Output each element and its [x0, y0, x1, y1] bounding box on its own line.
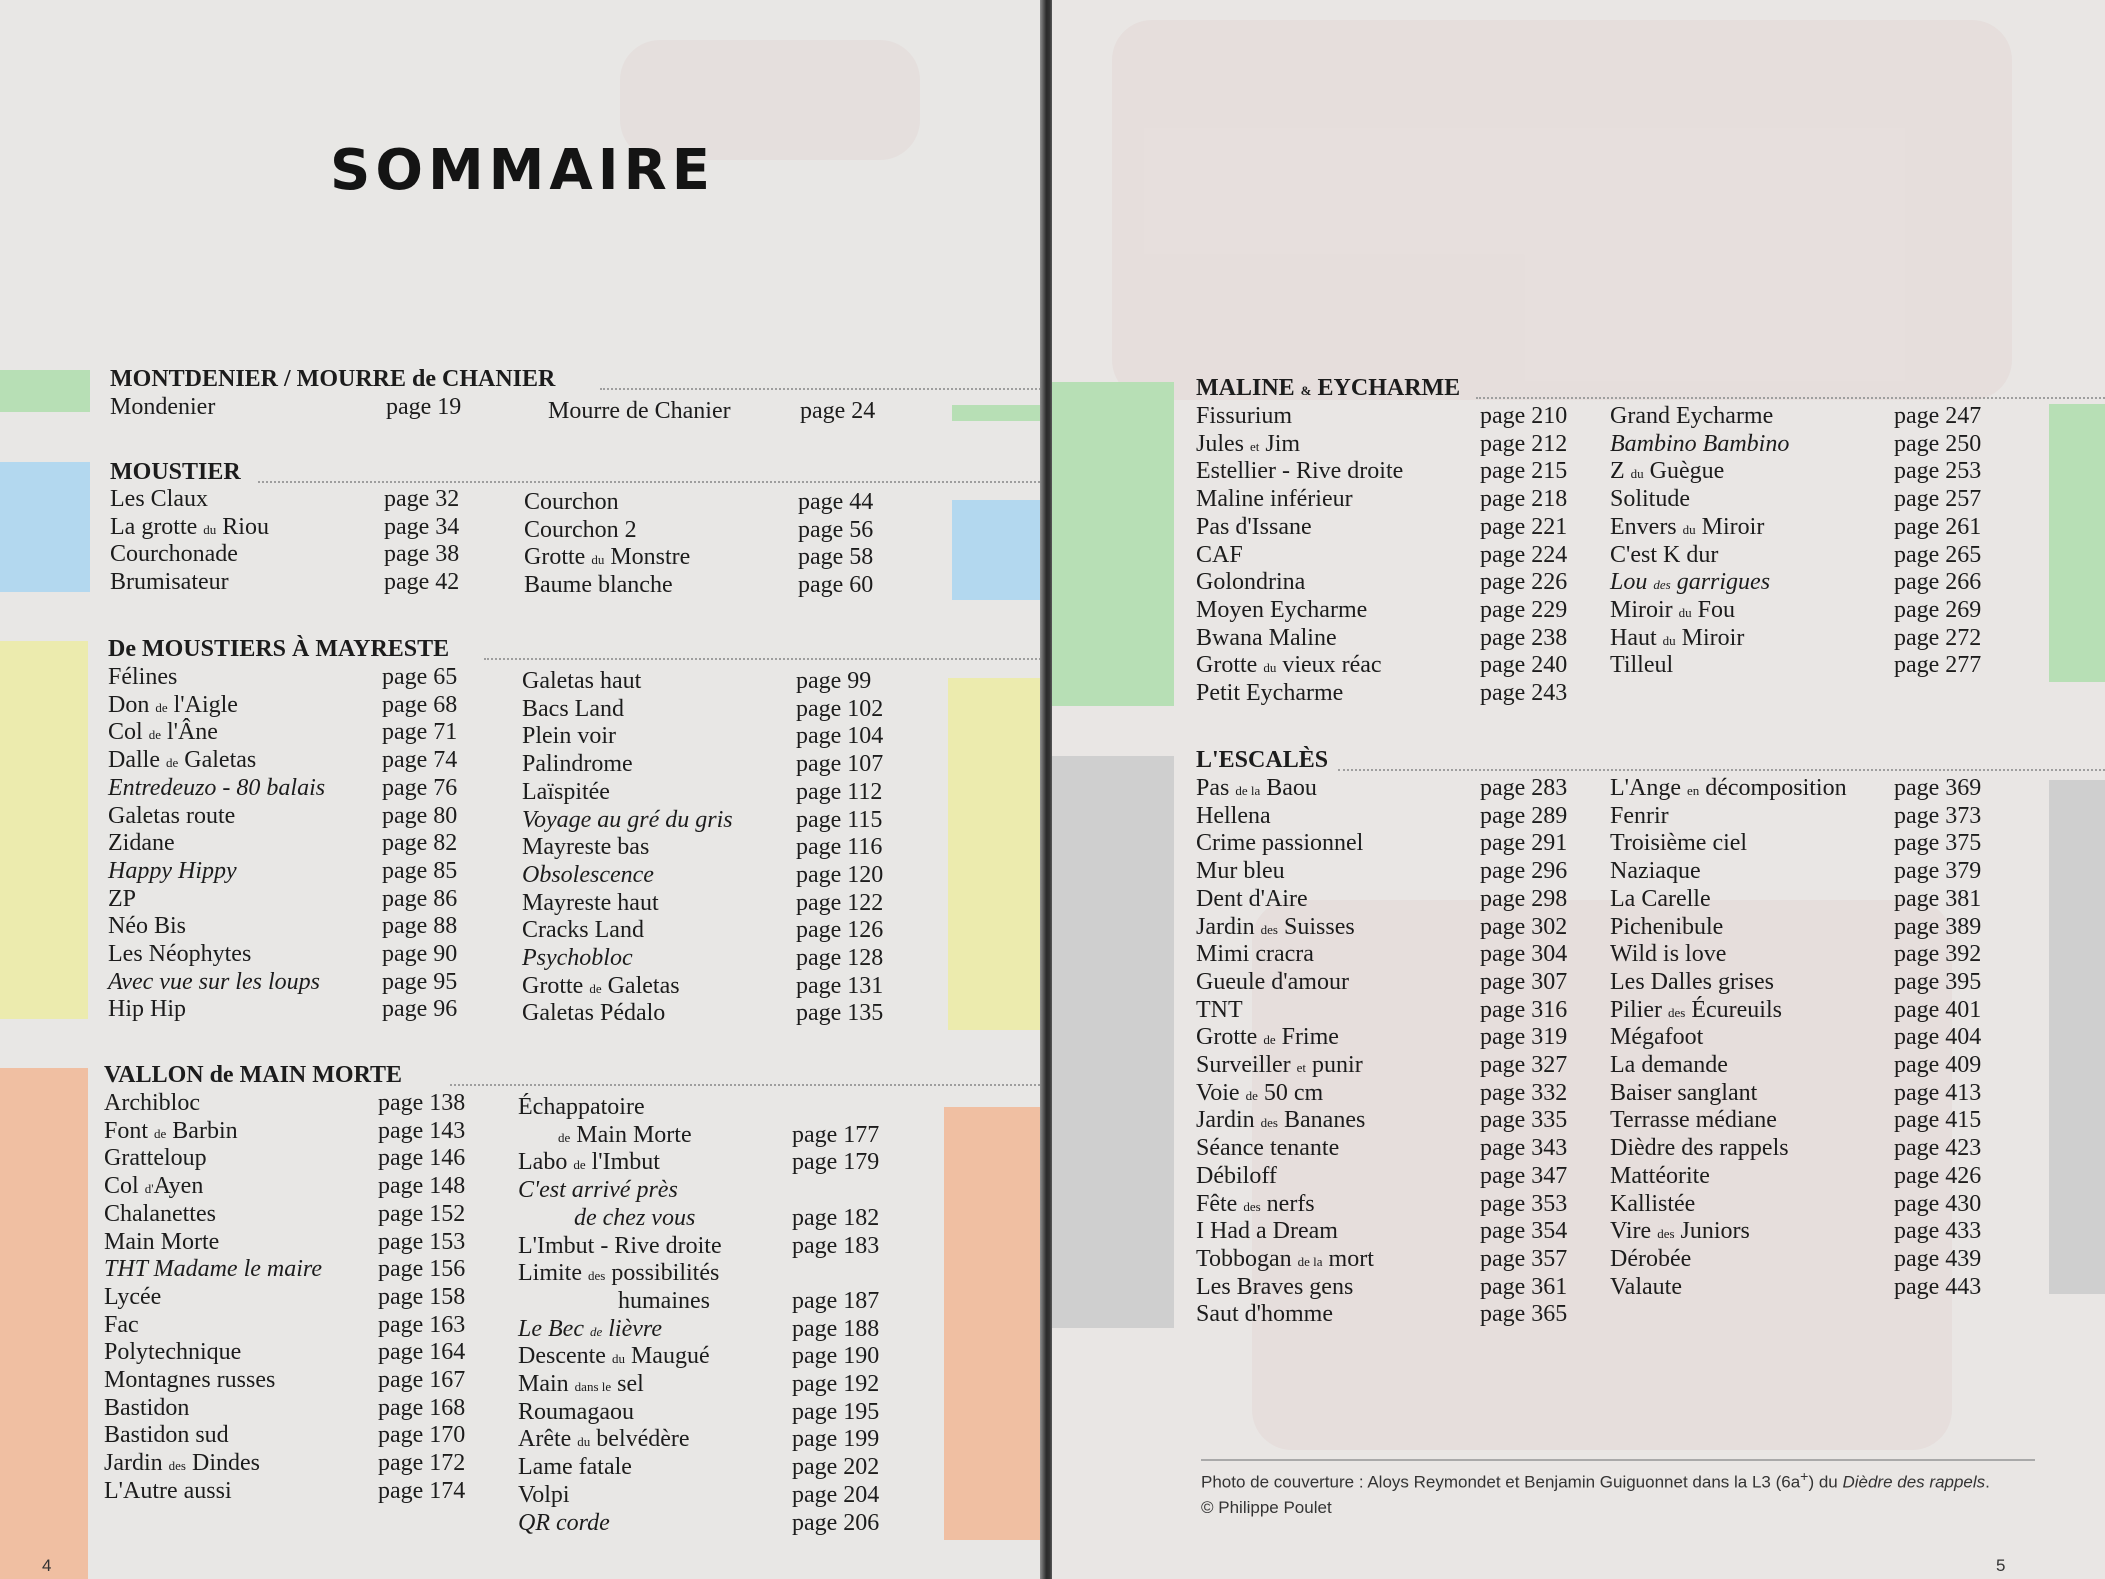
toc-entry-page: page 88: [382, 913, 458, 940]
toc-entry-name: Volpi: [518, 1481, 570, 1508]
toc-entry-name: Baiser sanglant: [1610, 1079, 1758, 1106]
toc-entry-name: Voyage au gré du gris: [522, 806, 733, 833]
toc-entry-page: page 164: [378, 1339, 466, 1366]
credit-route: Dièdre des rappels: [1842, 1472, 1986, 1492]
toc-entry-page: page 218: [1480, 486, 1568, 513]
toc-entry-page: page 298: [1480, 885, 1568, 912]
toc-entry-name: Les Braves gens: [1196, 1273, 1354, 1300]
toc-entry-page: page 120: [796, 861, 884, 888]
toc-entry-name: Saut d'homme: [1196, 1301, 1333, 1328]
page-number-right: 5: [1996, 1556, 2006, 1575]
toc-entry-name: Brumisateur: [110, 569, 229, 596]
toc-entry-page: page 172: [378, 1450, 466, 1477]
toc-entry-name: humaines: [618, 1287, 710, 1314]
toc-entry-page: page 379: [1894, 858, 1982, 885]
toc-entry-name: Petit Eycharme: [1196, 680, 1344, 706]
toc-entry-name: CAF: [1196, 541, 1243, 568]
toc-entry-name: Pichenibule: [1610, 913, 1724, 940]
toc-entry-name: Psychobloc: [522, 945, 633, 971]
section-moustiers-mayreste: [108, 636, 1044, 1027]
toc-entry-page: page 327: [1480, 1052, 1568, 1078]
toc-entry-name: Font de Barbin: [104, 1117, 238, 1144]
toc-entry-page: page 38: [384, 541, 460, 568]
toc-entry-page: page 365: [1480, 1301, 1568, 1328]
toc-entry-page: page 221: [1480, 513, 1568, 540]
toc-entry-page: page 190: [792, 1343, 880, 1370]
toc-entry-page: page 82: [382, 830, 458, 857]
toc-entry-page: page 226: [1480, 569, 1568, 596]
toc-entry-name: Valaute: [1610, 1273, 1682, 1300]
toc-entry-page: page 347: [1480, 1162, 1568, 1189]
toc-entry-page: page 34: [384, 513, 460, 540]
section-montdenier: [110, 366, 1044, 424]
toc-entry-page: page 375: [1894, 830, 1982, 857]
toc-entry-page: page 247: [1894, 403, 1982, 429]
toc-entry-name: Archibloc: [104, 1090, 200, 1116]
toc-entry-page: page 238: [1480, 624, 1568, 651]
toc-entry-page: page 138: [378, 1090, 466, 1116]
toc-entry-page: page 115: [796, 806, 883, 833]
toc-entry-name: Grotte du Monstre: [524, 544, 691, 571]
toc-entry-name: Jardin des Bananes: [1196, 1107, 1366, 1134]
toc-entry-name: Fête des nerfs: [1196, 1190, 1315, 1217]
toc-entry-name: Le Bec de lièvre: [518, 1315, 662, 1342]
toc-entry-name: Pilier des Écureuils: [1610, 996, 1782, 1023]
toc-entry-name: Les Dalles grises: [1610, 968, 1774, 995]
toc-entry-page: page 433: [1894, 1218, 1982, 1245]
toc-entry-name: Mégafoot: [1610, 1024, 1704, 1051]
toc-entry-name: Mur bleu: [1196, 858, 1285, 885]
toc-entry-page: page 143: [378, 1117, 466, 1144]
toc-entry-page: page 215: [1480, 458, 1568, 485]
toc-entry-page: page 182: [792, 1204, 880, 1231]
toc-entry-page: page 56: [798, 516, 874, 543]
toc-entry-name: Échappatoire: [518, 1094, 645, 1120]
toc-entry-page: page 163: [378, 1311, 466, 1338]
toc-entry-page: page 361: [1480, 1273, 1568, 1300]
toc-entry-page: page 404: [1894, 1024, 1982, 1051]
toc-entry-page: page 357: [1480, 1245, 1568, 1272]
toc-entry-page: page 353: [1480, 1190, 1568, 1217]
toc-entry-name: Bastidon sud: [104, 1422, 229, 1449]
toc-entry-page: page 146: [378, 1145, 466, 1172]
toc-entry-name: Limite des possibilités: [518, 1260, 720, 1287]
toc-entry-name: Les Néophytes: [108, 941, 252, 967]
toc-entry-name: Jules et Jim: [1196, 430, 1301, 457]
toc-entry-name: de Main Morte: [558, 1121, 692, 1148]
toc-entry-page: page 243: [1480, 680, 1568, 706]
toc-entry-page: page 423: [1894, 1135, 1982, 1162]
toc-entry-page: page 250: [1894, 430, 1982, 457]
toc-entry-name: C'est K dur: [1610, 541, 1719, 568]
toc-entry-name: L'Imbut - Rive droite: [518, 1232, 722, 1259]
toc-entry-name: Mayreste bas: [522, 834, 650, 861]
toc-entry-name: Baume blanche: [524, 572, 673, 599]
toc-entry-name: Laïspitée: [522, 778, 610, 805]
section-tab-escales-right: [2049, 780, 2105, 1294]
toc-entry-name: Avec vue sur les loups: [108, 968, 320, 995]
toc-entry-page: page 174: [378, 1477, 466, 1504]
toc-entry-name: Mayreste haut: [522, 889, 659, 916]
toc-entry-page: page 439: [1894, 1245, 1982, 1272]
toc-entry-page: page 195: [792, 1398, 880, 1425]
toc-entry-page: page 192: [792, 1371, 880, 1397]
toc-entry-name: Arête du belvédère: [518, 1426, 690, 1453]
toc-entry-name: Troisième ciel: [1610, 830, 1748, 857]
toc-entry-page: page 126: [796, 917, 884, 944]
toc-entry-page: page 156: [378, 1256, 466, 1283]
section-main-morte: [104, 1062, 1044, 1536]
toc-entry-name: Crime passionnel: [1196, 830, 1364, 857]
section-moustier: [110, 459, 1044, 599]
toc-entry-page: page 307: [1480, 968, 1568, 995]
section-tab-moustier: [0, 462, 90, 592]
toc-entry-name: Surveiller et punir: [1196, 1052, 1363, 1078]
toc-entry-page: page 104: [796, 723, 884, 750]
toc-entry-page: page 204: [792, 1481, 880, 1508]
toc-entry-name: Mimi cracra: [1196, 941, 1314, 968]
section-tab-montdenier: [0, 370, 90, 412]
credit-prefix: Photo de couverture : Aloys Reymondet et Benjamin Guiguonnet dans la L3 (6a: [1201, 1472, 1801, 1492]
toc-entry-page: page 19: [386, 394, 462, 420]
toc-entry-page: page 261: [1894, 513, 1982, 540]
section-tab-maline: [1052, 382, 1174, 706]
toc-entry-page: page 85: [382, 857, 458, 884]
toc-entry-name: Haut du Miroir: [1610, 624, 1745, 651]
toc-entry-name: Montagnes russes: [104, 1367, 276, 1393]
section-tab-moustiers-mayreste: [0, 641, 88, 1019]
toc-entry-page: page 44: [798, 489, 874, 515]
toc-entry-page: page 68: [382, 691, 458, 718]
toc-entry-page: page 95: [382, 968, 458, 995]
toc-entry-name: Bacs Land: [522, 695, 624, 722]
toc-entry-name: Les Claux: [110, 486, 208, 512]
section-tab-moustier-right: [952, 500, 1044, 600]
toc-entry-name: Séance tenante: [1196, 1135, 1340, 1162]
toc-entry-page: page 212: [1480, 430, 1568, 457]
toc-entry-page: page 177: [792, 1121, 880, 1148]
toc-entry-page: page 188: [792, 1315, 880, 1342]
toc-entry-page: page 316: [1480, 996, 1568, 1023]
toc-entry-page: page 102: [796, 695, 884, 722]
section-tab-maline-right: [2049, 404, 2105, 682]
toc-entry-name: Néo Bis: [108, 913, 186, 940]
toc-entry-page: page 148: [378, 1173, 466, 1200]
toc-entry-page: page 135: [796, 1000, 884, 1027]
toc-entry-name: Don de l'Aigle: [108, 691, 238, 718]
toc-entry-name: QR corde: [518, 1509, 610, 1536]
toc-entry-name: Descente du Maugué: [518, 1343, 710, 1370]
toc-entry-name: Estellier - Rive droite: [1196, 458, 1404, 485]
toc-entry-page: page 60: [798, 572, 874, 599]
toc-entry-name: Envers du Miroir: [1610, 513, 1765, 540]
toc-entry-name: Tilleul: [1610, 652, 1674, 679]
toc-entry-name: Grand Eycharme: [1610, 403, 1774, 429]
toc-entry-name: Main Morte: [104, 1228, 220, 1255]
toc-entry-page: page 415: [1894, 1107, 1982, 1134]
toc-entry-name: Hip Hip: [108, 996, 186, 1023]
left-page: [0, 0, 1044, 1579]
toc-entry-page: page 206: [792, 1509, 880, 1536]
toc-entry-name: Terrasse médiane: [1610, 1107, 1777, 1134]
toc-entry-page: page 269: [1894, 596, 1982, 623]
toc-entry-name: Hellena: [1196, 802, 1271, 829]
toc-entry-name: Dent d'Aire: [1196, 885, 1308, 912]
toc-entry-page: page 80: [382, 802, 458, 829]
section-maline-eycharme: [1196, 375, 2105, 706]
toc-entry-name: TNT: [1196, 996, 1243, 1023]
toc-entry-name: Félines: [108, 664, 178, 690]
toc-entry-name: Grotte de Frime: [1196, 1024, 1339, 1051]
toc-entry-page: page 426: [1894, 1162, 1982, 1189]
toc-entry-name: Gratteloup: [104, 1145, 207, 1172]
toc-entry-name: Lou des garrigues: [1610, 569, 1771, 596]
toc-entry-page: page 229: [1480, 596, 1568, 623]
section-tab-main-morte: [0, 1068, 88, 1579]
toc-entry-page: page 112: [796, 778, 883, 805]
toc-entry-page: page 430: [1894, 1190, 1982, 1217]
toc-entry-name: Polytechnique: [104, 1339, 242, 1366]
toc-entry-page: page 158: [378, 1283, 466, 1310]
background-photo-bleed: [1252, 900, 1952, 1450]
toc-entry-page: page 369: [1894, 775, 1982, 801]
toc-entry-name: Dièdre des rappels: [1610, 1135, 1789, 1162]
toc-entry-page: page 304: [1480, 941, 1568, 968]
toc-entry-page: page 90: [382, 941, 458, 967]
toc-entry-name: Col de l'Âne: [108, 719, 218, 746]
toc-entry-page: page 199: [792, 1426, 880, 1453]
credit-middle: ) du: [1808, 1472, 1843, 1492]
toc-entry-name: Plein voir: [522, 723, 616, 750]
toc-entry-page: page 296: [1480, 858, 1568, 885]
toc-entry-page: page 187: [792, 1287, 880, 1314]
toc-entry-name: Voie de 50 cm: [1196, 1079, 1324, 1106]
toc-entry-page: page 253: [1894, 458, 1982, 485]
toc-entry-page: page 202: [792, 1454, 880, 1481]
toc-entry-name: Vire des Juniors: [1610, 1218, 1750, 1245]
toc-entry-name: Roumagaou: [518, 1398, 634, 1425]
toc-entry-page: page 257: [1894, 486, 1982, 513]
toc-entry-name: C'est arrivé près: [518, 1177, 678, 1204]
toc-entry-page: page 392: [1894, 941, 1982, 968]
toc-entry-name: Solitude: [1610, 486, 1691, 513]
toc-entry-page: page 240: [1480, 652, 1568, 679]
toc-entry-name: Grotte de Galetas: [522, 972, 680, 999]
toc-entry-name: Lame fatale: [518, 1454, 632, 1481]
section-title: MONTDENIER / MOURRE de CHANIER: [110, 366, 556, 392]
toc-entry-name: Fenrir: [1610, 802, 1669, 829]
toc-entry-page: page 224: [1480, 541, 1568, 568]
toc-entry-name: Dérobée: [1610, 1245, 1692, 1272]
toc-entry-page: page 283: [1480, 775, 1568, 801]
toc-entry-name: Lycée: [104, 1283, 162, 1310]
toc-entry-name: Fissurium: [1196, 403, 1293, 429]
toc-entry-name: La Carelle: [1610, 885, 1711, 912]
toc-entry-name: I Had a Dream: [1196, 1218, 1338, 1245]
toc-entry-name: Wild is love: [1610, 941, 1727, 968]
toc-entry-name: Pas de la Baou: [1196, 775, 1317, 801]
toc-entry-name: Jardin des Suisses: [1196, 913, 1355, 940]
toc-entry-page: page 409: [1894, 1052, 1982, 1078]
toc-entry-page: page 128: [796, 945, 884, 971]
section-title: VALLON de MAIN MORTE: [104, 1062, 403, 1088]
toc-entry-name: Mondenier: [110, 394, 216, 420]
toc-entry-name: Fac: [104, 1311, 139, 1338]
toc-entry-name: Kallistée: [1610, 1190, 1696, 1217]
toc-entry-name: Maline inférieur: [1196, 486, 1353, 513]
toc-entry-page: page 265: [1894, 541, 1982, 568]
toc-entry-name: Happy Hippy: [108, 857, 237, 884]
toc-entry-name: L'Ange en décomposition: [1610, 775, 1847, 801]
toc-entry-page: page 289: [1480, 802, 1568, 829]
toc-entry-page: page 179: [792, 1149, 880, 1176]
toc-entry-name: Main dans le sel: [518, 1371, 644, 1397]
toc-entry-page: page 332: [1480, 1079, 1568, 1106]
toc-entry-page: page 96: [382, 996, 458, 1023]
toc-entry-page: page 42: [384, 569, 460, 596]
toc-entry-name: Entredeuzo - 80 balais: [108, 774, 326, 801]
section-title: MOUSTIER: [110, 459, 241, 485]
toc-entry-name: Mattéorite: [1610, 1162, 1710, 1189]
section-tab-moustiers-mayreste-right: [948, 678, 1044, 1030]
toc-entry-name: Jardin des Dindes: [104, 1450, 260, 1477]
toc-entry-page: page 71: [382, 719, 458, 746]
toc-entry-name: Chalanettes: [104, 1200, 216, 1227]
page-number-left: 4: [42, 1556, 52, 1575]
toc-entry-name: Col d'Ayen: [104, 1173, 204, 1200]
toc-entry-page: page 152: [378, 1200, 466, 1227]
toc-entry-page: page 210: [1480, 403, 1568, 429]
toc-entry-name: Courchon 2: [524, 516, 637, 543]
toc-entry-name: Miroir du Fou: [1610, 596, 1736, 623]
toc-entry-page: page 74: [382, 747, 458, 774]
toc-entry-page: page 167: [378, 1367, 466, 1393]
toc-entry-page: page 107: [796, 751, 884, 778]
section-tab-main-morte-right: [944, 1107, 1044, 1540]
credit-end: .: [1985, 1472, 1990, 1492]
toc-entry-name: Pas d'Issane: [1196, 513, 1312, 540]
toc-entry-page: page 401: [1894, 996, 1982, 1023]
toc-entry-page: page 168: [378, 1394, 466, 1421]
toc-entry-name: Zidane: [108, 830, 175, 857]
toc-entry-page: page 99: [796, 668, 872, 694]
toc-entry-page: page 266: [1894, 569, 1982, 596]
toc-entry-name: Cracks Land: [522, 917, 644, 944]
toc-entry-name: Naziaque: [1610, 858, 1701, 885]
toc-entry-name: Bambino Bambino: [1610, 430, 1790, 457]
toc-entry-name: Bastidon: [104, 1394, 190, 1421]
section-title: De MOUSTIERS À MAYRESTE: [108, 636, 450, 662]
section-tab-escales: [1052, 756, 1174, 1328]
toc-entry-name: Moyen Eycharme: [1196, 596, 1368, 623]
credit-sup: +: [1800, 1469, 1809, 1485]
credit-photographer: © Philippe Poulet: [1201, 1497, 1332, 1517]
toc-entry-name: Courchonade: [110, 541, 238, 568]
toc-entry-page: page 122: [796, 889, 884, 916]
toc-entry-page: page 343: [1480, 1135, 1568, 1162]
toc-entry-name: Z du Guègue: [1610, 458, 1725, 485]
toc-entry-name: L'Autre aussi: [104, 1477, 232, 1504]
toc-entry-name: Courchon: [524, 489, 619, 515]
section-title: L'ESCALÈS: [1196, 747, 1329, 773]
toc-entry-name: Golondrina: [1196, 569, 1306, 596]
toc-entry-page: page 76: [382, 774, 458, 801]
toc-entry-name: Mourre de Chanier: [548, 398, 731, 424]
toc-entry-page: page 443: [1894, 1273, 1982, 1300]
background-photo-bleed: [1112, 20, 2012, 400]
toc-entry-page: page 183: [792, 1232, 880, 1259]
toc-entry-page: page 381: [1894, 885, 1982, 912]
toc-entry-name: Grotte du vieux réac: [1196, 652, 1382, 679]
toc-entry-name: Galetas haut: [522, 668, 642, 694]
toc-entry-page: page 170: [378, 1422, 466, 1449]
toc-entry-name: Débiloff: [1196, 1162, 1277, 1189]
section-escales: [1196, 747, 2105, 1328]
toc-entry-name: La demande: [1610, 1052, 1728, 1078]
toc-entry-page: page 65: [382, 664, 458, 690]
toc-entry-page: page 116: [796, 834, 883, 861]
toc-entry-name: ZP: [108, 885, 137, 912]
toc-entry-page: page 32: [384, 486, 460, 512]
toc-entry-name: Obsolescence: [522, 861, 654, 888]
toc-entry-name: Palindrome: [522, 751, 633, 778]
toc-entry-name: Galetas route: [108, 802, 236, 829]
toc-entry-page: page 354: [1480, 1218, 1568, 1245]
section-title: MALINE & EYCHARME: [1196, 375, 1461, 401]
toc-entry-name: de chez vous: [574, 1204, 696, 1231]
toc-entry-page: page 291: [1480, 830, 1568, 857]
toc-entry-name: Tobbogan de la mort: [1196, 1245, 1374, 1272]
right-page: [1052, 0, 2105, 1579]
toc-entry-page: page 413: [1894, 1079, 1982, 1106]
toc-entry-page: page 58: [798, 544, 874, 571]
toc-entry-page: page 302: [1480, 913, 1568, 940]
toc-entry-name: Dalle de Galetas: [108, 747, 257, 774]
toc-entry-name: Labo de l'Imbut: [518, 1149, 660, 1176]
toc-entry-page: page 335: [1480, 1107, 1568, 1134]
toc-entry-page: page 153: [378, 1228, 466, 1255]
toc-entry-name: Galetas Pédalo: [522, 1000, 666, 1027]
toc-entry-page: page 373: [1894, 802, 1982, 829]
toc-entry-page: page 24: [800, 398, 876, 424]
toc-entry-name: La grotte du Riou: [110, 513, 269, 540]
toc-entry-page: page 272: [1894, 624, 1982, 651]
toc-entry-page: page 389: [1894, 913, 1982, 940]
toc-entry-name: Gueule d'amour: [1196, 968, 1349, 995]
section-tab-montdenier-right: [952, 405, 1044, 421]
page-title: SOMMAIRE: [330, 138, 715, 203]
toc-entry-page: page 86: [382, 885, 458, 912]
photo-credit: [1201, 1459, 2035, 1520]
toc-entry-page: page 395: [1894, 968, 1982, 995]
toc-entry-page: page 277: [1894, 652, 1982, 679]
toc-entry-page: page 319: [1480, 1024, 1568, 1051]
toc-entry-name: Bwana Maline: [1196, 624, 1337, 651]
toc-entry-name: THT Madame le maire: [104, 1256, 322, 1283]
toc-entry-page: page 131: [796, 972, 884, 999]
